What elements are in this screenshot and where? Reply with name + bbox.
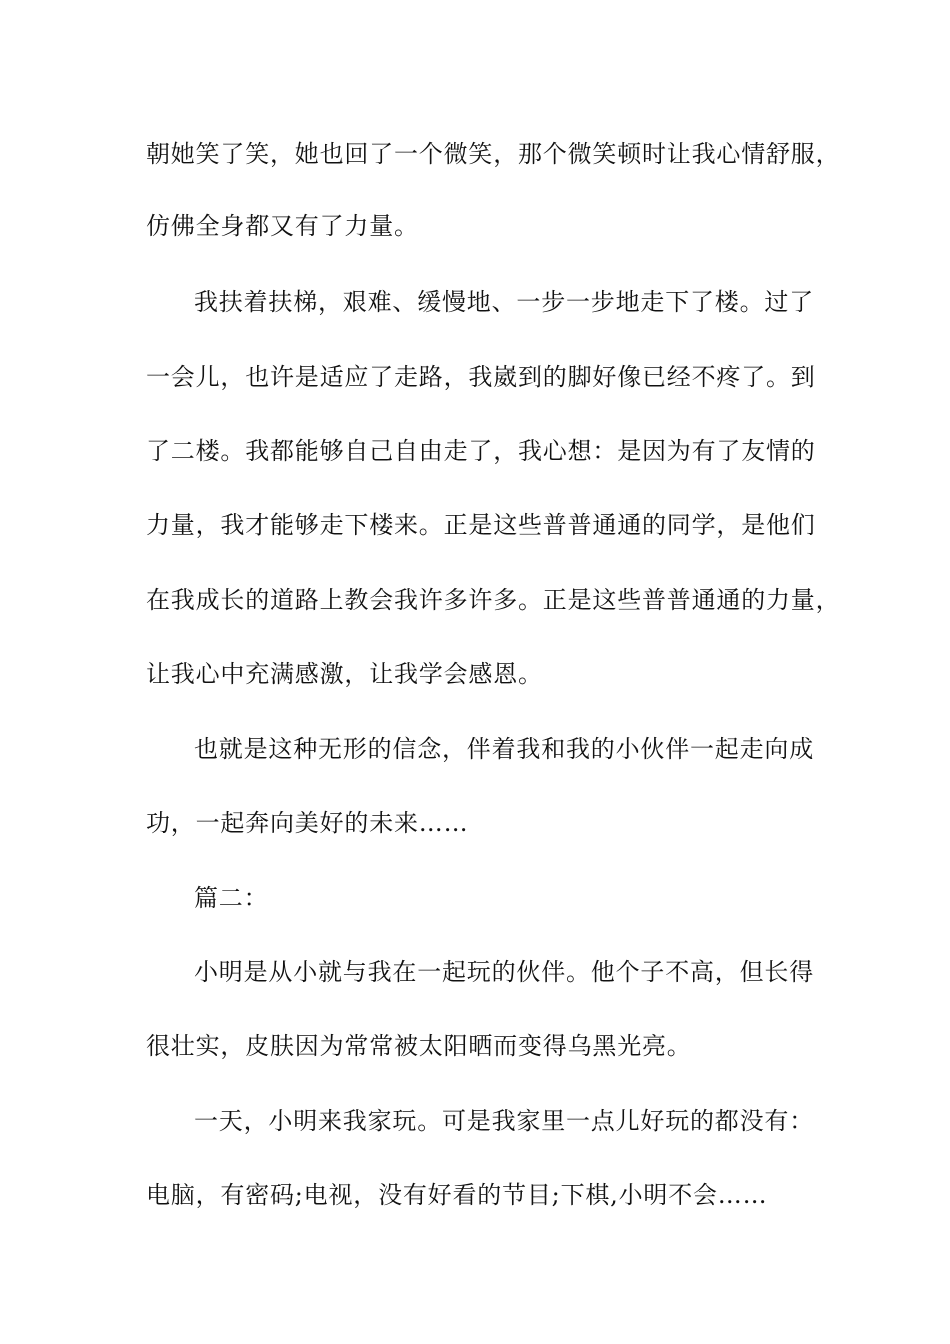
text-line: 了二楼。我都能够自己自由走了，我心想：是因为有了友情的 — [146, 437, 816, 465]
text-line: 一会儿，也许是适应了走路，我崴到的脚好像已经不疼了。到 — [146, 363, 816, 391]
paragraph-start-line: 我扶着扶梯，艰难、缓慢地、一步一步地走下了楼。过了 — [194, 288, 814, 316]
text-line: 功，一起奔向美好的未来…… — [146, 809, 469, 837]
text-line: 很壮实，皮肤因为常常被太阳晒而变得乌黑光亮。 — [146, 1032, 692, 1060]
text-line: 力量，我才能够走下楼来。正是这些普普通通的同学，是他们 — [146, 511, 816, 539]
text-line: 在我成长的道路上教会我许多许多。正是这些普普通通的力量， — [146, 586, 841, 614]
text-line: 电脑，有密码;电视，没有好看的节目;下棋,小明不会…… — [146, 1181, 768, 1209]
paragraph-start-line: 小明是从小就与我在一起玩的伙伴。他个子不高，但长得 — [194, 958, 814, 986]
paragraph-start-line: 也就是这种无形的信念，伴着我和我的小伙伴一起走向成 — [194, 735, 814, 763]
text-line: 让我心中充满感激，让我学会感恩。 — [146, 660, 543, 688]
text-line: 仿佛全身都又有了力量。 — [146, 212, 419, 240]
paragraph-start-line: 一天，小明来我家玩。可是我家里一点儿好玩的都没有： — [194, 1107, 814, 1135]
text-line: 朝她笑了笑，她也回了一个微笑，那个微笑顿时让我心情舒服， — [146, 140, 841, 168]
section-heading: 篇二： — [194, 884, 269, 912]
